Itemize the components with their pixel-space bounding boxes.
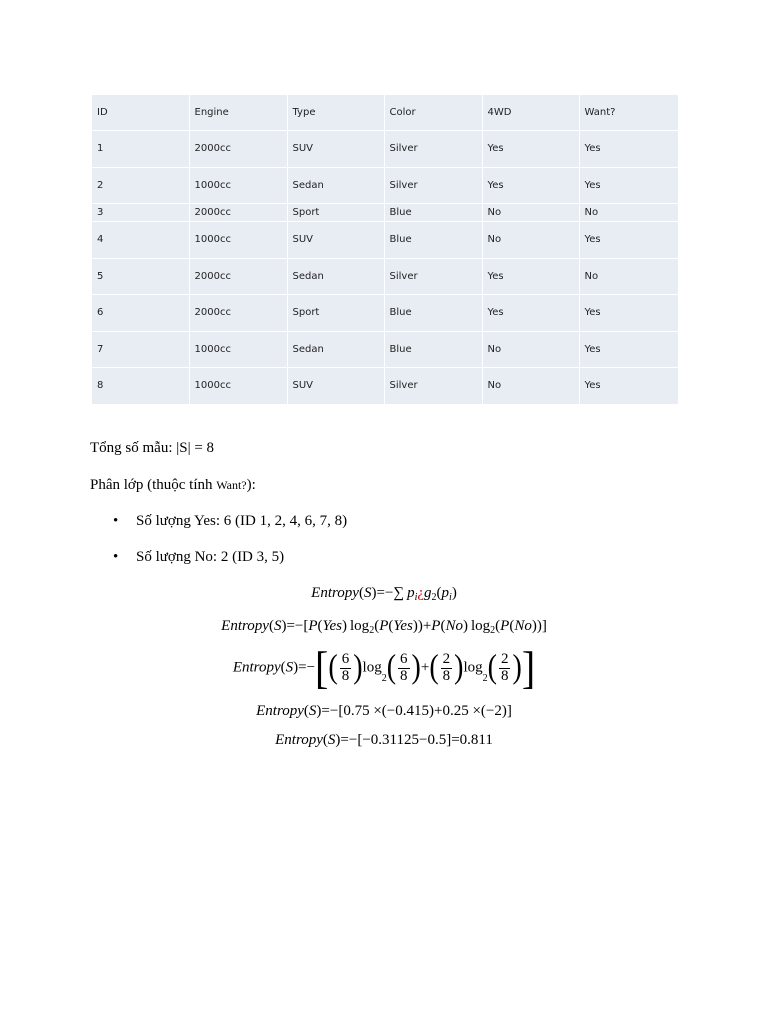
entropy-formula-expanded: Entropy(S)=−[P(Yes) $\log_2(P(Yes))+P(No)$ $\log_2(P(No))$] — [221, 618, 547, 636]
classification-suffix: ): — [246, 477, 256, 493]
table-cell: 1000cc — [189, 367, 287, 404]
table-cell: Yes — [482, 294, 579, 331]
table-cell: Silver — [384, 367, 482, 404]
classification-prefix: Phân lớp (thuộc tính — [90, 477, 217, 493]
table-cell: Yes — [579, 331, 678, 367]
table-cell: 2000cc — [189, 130, 287, 167]
table-cell: 1 — [92, 130, 189, 167]
classification-line — [90, 477, 256, 494]
table-cell: No — [482, 367, 579, 404]
table-cell: 5 — [92, 258, 189, 294]
table-cell: 6 — [92, 294, 189, 331]
table-cell: Sedan — [287, 258, 384, 294]
classification-attribute: Want? — [216, 478, 247, 492]
table-cell: Silver — [384, 258, 482, 294]
table-cell: 4 — [92, 221, 189, 258]
table-cell: Blue — [384, 294, 482, 331]
table-cell: Yes — [579, 294, 678, 331]
table-cell: SUV — [287, 367, 384, 404]
bullet-no-count: Số lượng No: 2 (ID 3, 5) — [136, 549, 285, 565]
table-row — [92, 258, 678, 294]
bullet-marker: • — [113, 513, 119, 529]
table-cell: 2 — [92, 167, 189, 203]
table-cell: Yes — [579, 167, 678, 203]
table-cell: Yes — [482, 167, 579, 203]
table-row — [92, 367, 678, 404]
car-data-table — [92, 95, 678, 405]
table-cell: Sedan — [287, 167, 384, 203]
table-cell: Sport — [287, 203, 384, 221]
fraction: $\frac{6}{8}$ — [341, 650, 350, 684]
header-type: Type — [287, 95, 384, 130]
table-cell: 1000cc — [189, 167, 287, 203]
bullet-yes-count: Số lượng Yes: 6 (ID 1, 2, 4, 6, 7, 8) — [136, 513, 348, 529]
table-row — [92, 294, 678, 331]
table-row — [92, 167, 678, 203]
header-4wd: 4WD — [482, 95, 579, 130]
entropy-formula-general: Entropy(S)=−∑ $p_i¿g_2(p_i)$ — [311, 585, 457, 603]
bullet-marker: • — [113, 549, 119, 565]
table-row — [92, 130, 678, 167]
fraction: $\frac{6}{8}$ — [400, 650, 408, 684]
table-cell: 7 — [92, 331, 189, 367]
table-cell: 1000cc — [189, 331, 287, 367]
glitch-glyph: ¿ — [417, 585, 425, 601]
entropy-formula-result: Entropy(S)=−[−0.31125−0.5]=0.811 — [275, 732, 493, 748]
table-cell: 2000cc — [189, 203, 287, 221]
fraction: $\frac{2}{8}$ — [500, 650, 509, 684]
table-cell: 1000cc — [189, 221, 287, 258]
table-cell: Silver — [384, 130, 482, 167]
table-cell: 8 — [92, 367, 189, 404]
table-cell: Yes — [579, 221, 678, 258]
table-cell: SUV — [287, 130, 384, 167]
table-cell: Yes — [482, 130, 579, 167]
table-cell: Blue — [384, 203, 482, 221]
table-cell: Silver — [384, 167, 482, 203]
entropy-formula-fractions: Entropy(S)=−[( $\frac{6}{8}$ )$\log_2$( $\frac{6}{8}$ )+( $\frac{2}{8}$ )$\log_2$( $\frac{2}{8}$ )] — [232, 641, 536, 694]
entropy-formula-numeric: Entropy(S)=−[0.75 ×(−0.415)+0.25 ×(−2)] — [256, 703, 512, 719]
table-cell: No — [579, 203, 678, 221]
table-cell: Blue — [384, 331, 482, 367]
table-cell: Yes — [579, 130, 678, 167]
table-cell: SUV — [287, 221, 384, 258]
fraction: $\frac{2}{8}$ — [442, 650, 451, 684]
table-cell: Yes — [579, 367, 678, 404]
table-cell: 3 — [92, 203, 189, 221]
header-engine: Engine — [189, 95, 287, 130]
table-cell: 2000cc — [189, 294, 287, 331]
table-row — [92, 221, 678, 258]
table-cell: 2000cc — [189, 258, 287, 294]
table-row — [92, 331, 678, 367]
header-want: Want? — [579, 95, 678, 130]
header-id: ID — [92, 95, 189, 130]
table-cell: No — [482, 221, 579, 258]
table-row — [92, 203, 678, 221]
table-cell: No — [579, 258, 678, 294]
total-samples-line: Tổng số mẫu: |S| = 8 — [90, 440, 215, 456]
header-color: Color — [384, 95, 482, 130]
table-cell: No — [482, 331, 579, 367]
table-cell: Blue — [384, 221, 482, 258]
table-cell: Yes — [482, 258, 579, 294]
table-cell: Sport — [287, 294, 384, 331]
table-cell: Sedan — [287, 331, 384, 367]
table-cell: No — [482, 203, 579, 221]
table-header-row — [92, 95, 678, 130]
